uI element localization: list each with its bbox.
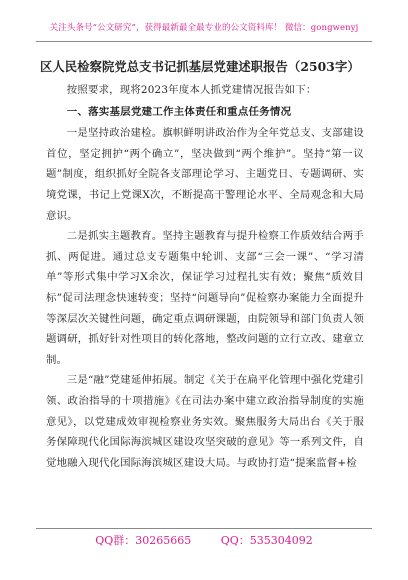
section-heading: 一、落实基层党建工作主体责任和重点任务情况: [66, 105, 292, 118]
footer-divider: [36, 528, 372, 529]
header-promo-note: 关注头条号“公文研究”，获得最新最全最专业的公文资料库！ 微信：gongwenyj: [49, 23, 359, 33]
footer-contacts: [0, 534, 408, 548]
body-paragraph: 三是“融”党建延伸拓展。制定《关于在扁平化管理中强化党建引领、政治指导的十项措施》《在司法办案中建立政治指导制度的实施意见》，以党建成效审视检察业务实效。聚焦服务大局出台《关于服务保障现代化国际海滨城区建设攻坚突破的意见》等一系列文件，自觉地融入现代化国际海滨城区建设大局。与政协打造“提案监督+检: [46, 374, 364, 469]
document-body: [46, 80, 364, 473]
footer-qq-group: QQ群：30265665: [95, 534, 192, 547]
document-title: 区人民检察院党总支书记抓基层党建述职报告（2503字）: [40, 59, 360, 74]
footer-qq-contact: QQ：535304092: [220, 534, 313, 547]
body-paragraph: 二是抓实主题教育。坚持主题教育与提升检察工作质效结合两手抓、两促进。通过总支专题集中轮训、支部“三会一课”、“学习清单”等形式集中学习X余次，保证学习过程扎实有效；聚焦“质效目标”促司法理念快速转变；坚持“问题导向”促检察办案能力全面提升等深层次关键性问题，确定重点调研课题，由院领导和部门负责人领题调研，抓好针对性项目的转化落地，整改问题的立行立改、建章立制。: [46, 230, 364, 366]
header-divider: [36, 41, 372, 42]
body-paragraph: 一是坚持政治建检。旗帜鲜明讲政治作为全年党总支、支部建设首位，坚定拥护“两个确立”，坚决做到“两个维护”。坚持“第一议题”制度，组织抓好全院各支部理论学习、主题党日、专题调研、实境党课，书记上党课X次，不断提高干警理论水平、全局观念和大局意识。: [46, 127, 364, 222]
intro-paragraph: 按照要求，现将2023年度本人抓党建情况报告如下：: [66, 84, 317, 96]
